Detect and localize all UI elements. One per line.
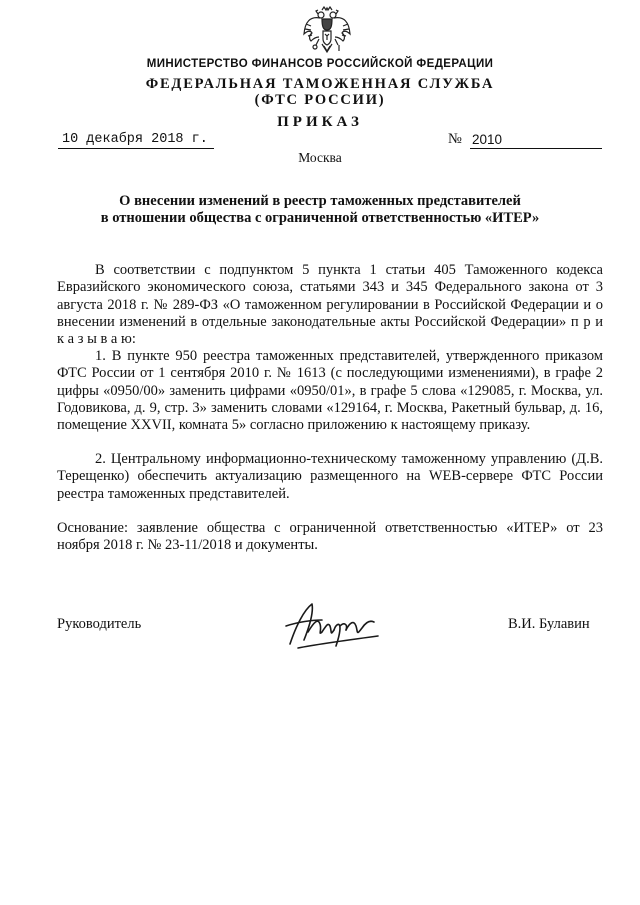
signer-title: Руководитель <box>57 616 142 632</box>
service-name-line1: ФЕДЕРАЛЬНАЯ ТАМОЖЕННАЯ СЛУЖБА <box>145 76 495 92</box>
paragraph-item-1: 1. В пункте 950 реестра таможенных представителей, утвержденного приказом ФТС России от 1 сентября 2010 г. № 1613 (с последующими изменениями), в графе 2 цифры «0950/00» заменить цифрами «0950/01», в графе 5 слова «129085, г. Москва, ул. Годовикова, д. 9, стр. 3» заменить словами «129164, г. Москва, Ракетный бульвар, д. 16, помещение XXVII, комната 5» согласно приложению к настоящему приказу. <box>57 348 603 434</box>
order-city: Москва <box>298 150 342 165</box>
double-headed-eagle-emblem-icon <box>302 6 352 56</box>
signer-name: В.И. Булавин <box>508 616 590 632</box>
paragraph-item-2: 2. Центральному информационно-техническому таможенному управлению (Д.В. Терещенко) обеспечить актуализацию размещенного на WEB-сервере ФТС России реестра таможенных представителей. <box>57 451 603 502</box>
service-name <box>0 76 640 108</box>
order-date: 10 декабря 2018 г. <box>58 132 214 149</box>
ministry-name: МИНИСТЕРСТВО ФИНАНСОВ РОССИЙСКОЙ ФЕДЕРАЦИИ <box>146 58 494 70</box>
order-number: 2010 <box>470 132 602 149</box>
order-number-label: № <box>448 131 462 147</box>
order-subject <box>50 193 590 227</box>
service-name-line2: (ФТС РОССИИ) <box>254 92 386 108</box>
paragraph-basis: Основание: заявление общества с ограниченной ответственностью «ИТЕР» от 23 ноября 2018 г. № 23-11/2018 и документы. <box>57 520 603 554</box>
order-title: ПРИКАЗ <box>277 114 363 130</box>
order-subject-line1: О внесении изменений в реестр таможенных представителей <box>119 193 521 209</box>
paragraph-intro: В соответствии с подпунктом 5 пункта 1 статьи 405 Таможенного кодекса Евразийского экономического союза, статьями 343 и 345 Федерального закона от 3 августа 2018 г. № 289-ФЗ «О таможенном регулировании в Российской Федерации и о внесении изменений в отдельные законодательные акты Российской Федерации» п р и к а з ы в а ю: <box>57 262 603 348</box>
order-subject-line2: в отношении общества с ограниченной ответственностью «ИТЕР» <box>100 210 540 226</box>
handwritten-signature-icon <box>278 596 388 652</box>
